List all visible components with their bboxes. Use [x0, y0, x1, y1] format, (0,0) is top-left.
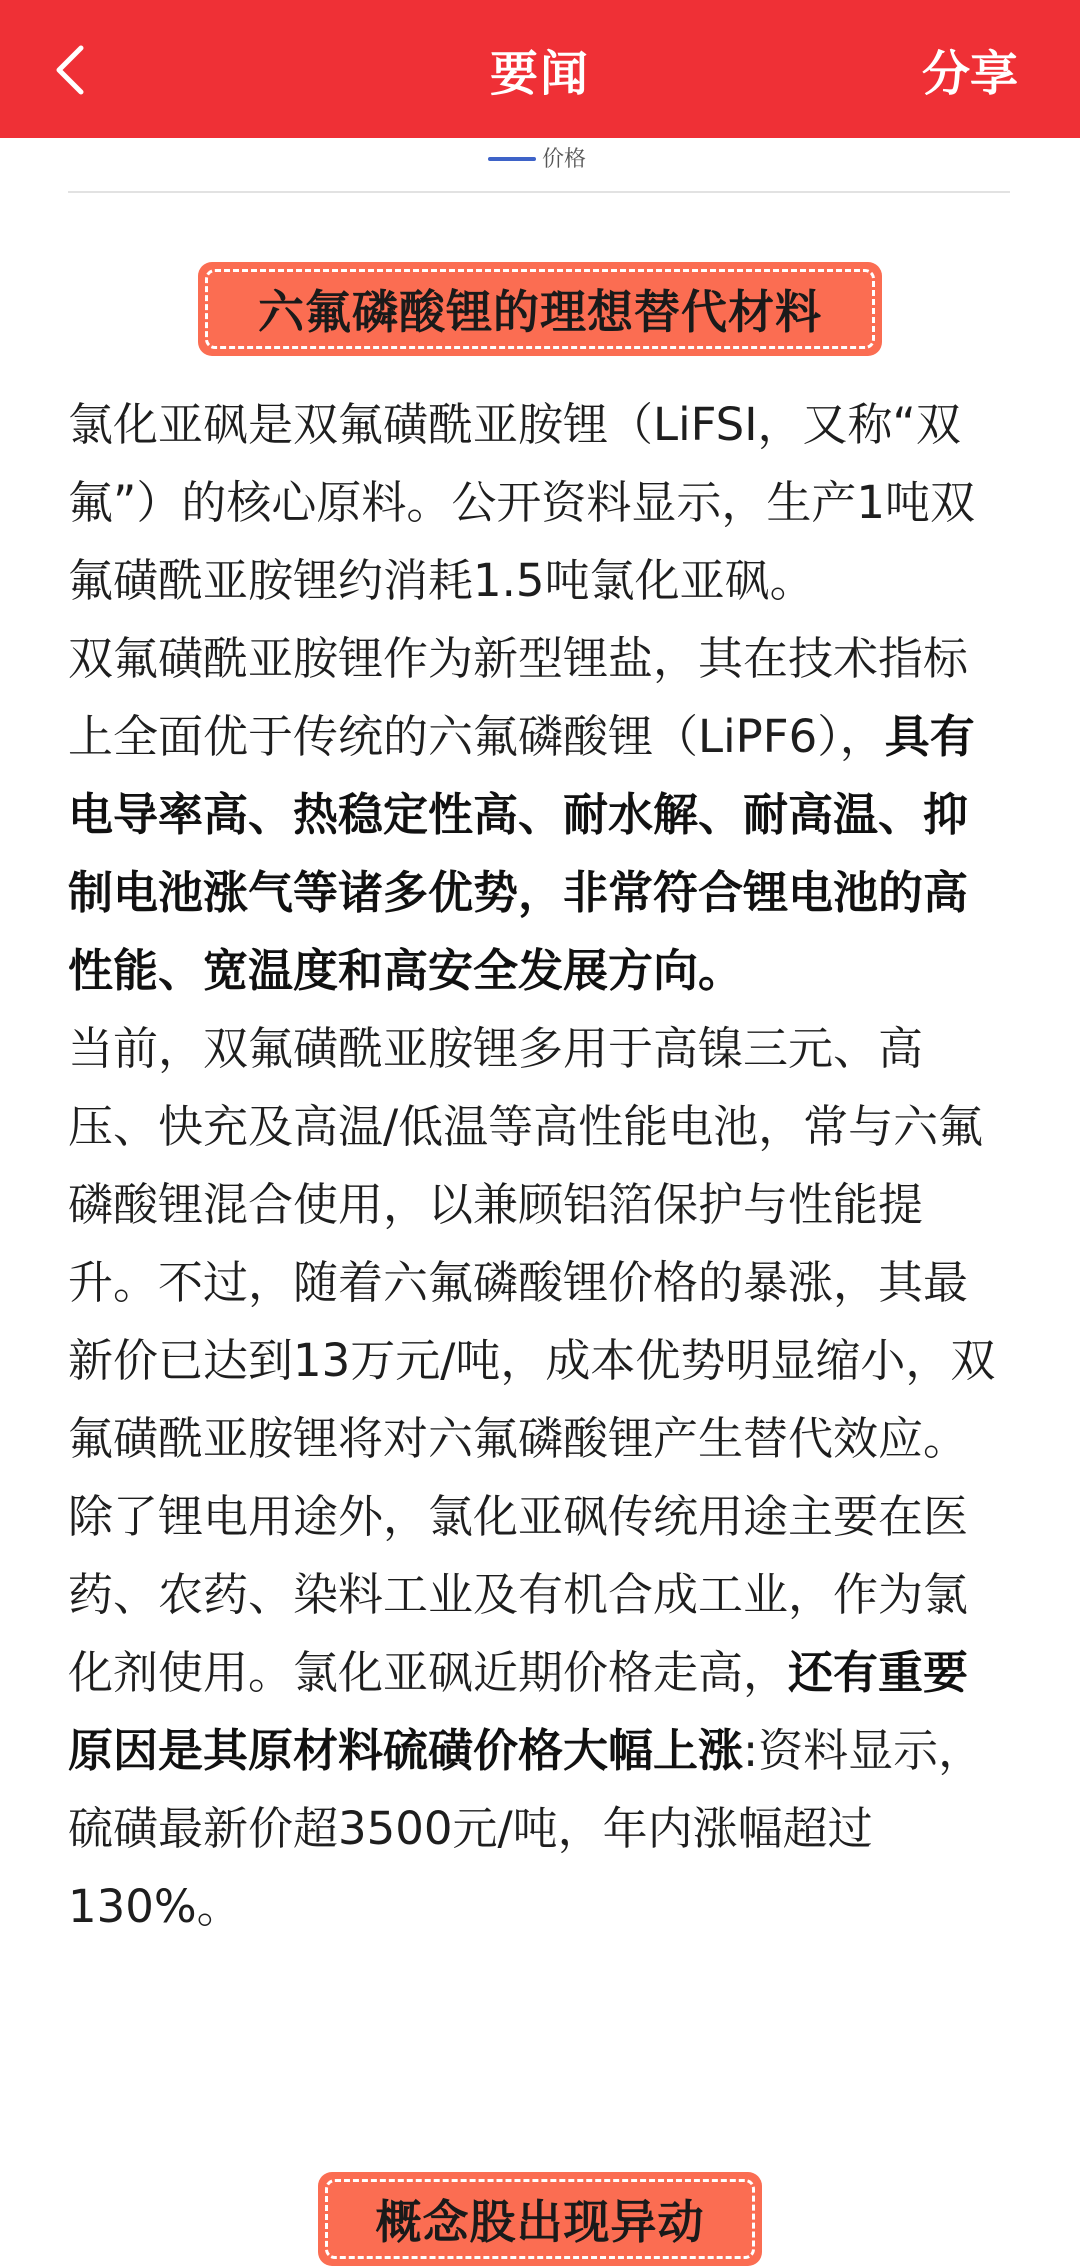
chart-legend — [0, 138, 1080, 193]
paragraph-text: 双氟磺酰亚胺锂作为新型锂盐，其在技术指标上全面优于传统的六氟磷酸锂（LiPF6）， — [68, 632, 969, 763]
page-title: 要闻 — [489, 45, 590, 102]
article-body — [68, 386, 1012, 1946]
section-heading-text: 概念股出现异动 — [325, 2179, 755, 2259]
section-heading — [318, 2172, 762, 2266]
divider — [68, 191, 1010, 193]
paragraph-text: :资料显示，硫磺最新价超3500元/吨，年内涨幅超过130%。 — [68, 1724, 984, 1933]
paragraph: 氯化亚砜是双氟磺酰亚胺锂（LiFSI，又称“双氟”）的核心原料。公开资料显示，生产1吨双氟磺酰亚胺锂约消耗1.5吨氯化亚砜。 — [68, 398, 975, 607]
section-heading-text: 六氟磷酸锂的理想替代材料 — [205, 269, 875, 349]
legend-line-swatch — [488, 157, 536, 161]
paragraph — [68, 1478, 1012, 1946]
legend-label: 价格 — [542, 147, 587, 172]
paragraph-bold-text: 具有电导率高、热稳定性高、耐水解、耐高温、抑制电池涨气等诸多优势，非常符合锂电池的高性能、宽温度和高安全发展方向。 — [68, 710, 975, 997]
section-heading — [198, 262, 882, 356]
share-button[interactable]: 分享 — [921, 45, 1018, 102]
paragraph: 当前，双氟磺酰亚胺锂多用于高镍三元、高压、快充及高温/低温等高性能电池，常与六氟磷酸锂混合使用，以兼顾铝箔保护与性能提升。不过，随着六氟磷酸锂价格的暴涨，其最新价已达到13万元/吨，成本优势明显缩小，双氟磺酰亚胺锂将对六氟磷酸锂产生替代效应。 — [68, 1022, 996, 1465]
paragraph — [68, 620, 1012, 1010]
top-nav-bar — [0, 0, 1080, 138]
paragraph-bold-text: 还有重要原因是其原材料硫磺价格大幅上涨 — [68, 1646, 969, 1777]
paragraph-text: 除了锂电用途外，氯化亚砜传统用途主要在医药、农药、染料工业及有机合成工业，作为氯化剂使用。氯化亚砜近期价格走高， — [68, 1490, 969, 1699]
